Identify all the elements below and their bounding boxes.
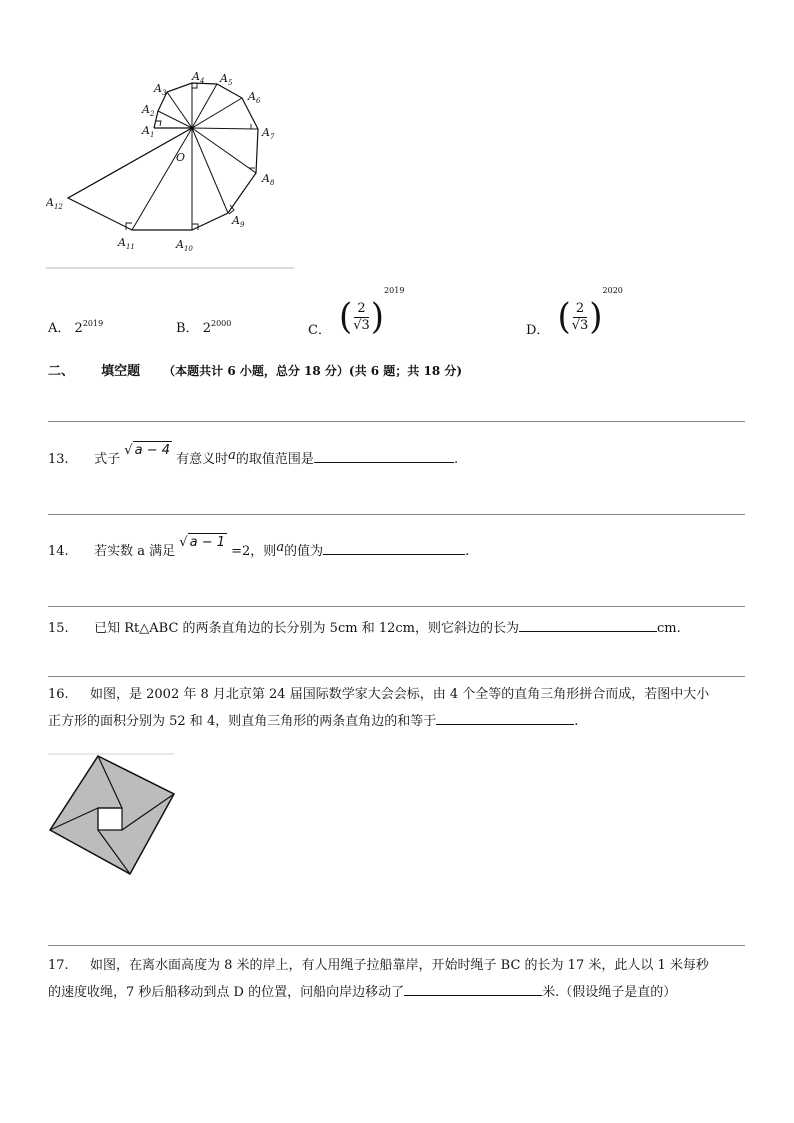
vertex-label-a12: $A_{12}$	[46, 196, 63, 211]
divider	[48, 676, 745, 677]
option-c: C． ( $\frac{2}{√3}$ ) 2019	[308, 286, 405, 338]
answer-blank-17[interactable]	[404, 982, 542, 996]
vertex-label-a2: $A_2$	[142, 103, 155, 118]
vertex-label-a10: $A_{10}$	[176, 238, 193, 253]
sqrt-expression: √ a − 4	[124, 443, 170, 458]
divider	[48, 514, 745, 515]
divider	[48, 945, 745, 946]
vertex-label-a3: $A_3$	[154, 82, 167, 97]
vertex-label-a11: $A_{11}$	[118, 236, 135, 251]
option-b: B． $2^{2000}$	[176, 319, 232, 336]
spiral-figure	[46, 58, 296, 270]
answer-blank-16[interactable]	[436, 711, 574, 725]
vertex-label-a5: $A_5$	[220, 72, 233, 87]
question-17: 17. 如图，在离水面高度为 8 米的岸上，有人用绳子拉船靠岸，开始时绳子 BC 的长为 17 米，此人以 1 米每秒 的速度收绳，7 秒后船移动到点 D 的位置，问船向岸边移动了 米.（假设绳子是直的）	[48, 958, 709, 1000]
fraction-c: ( $\frac{2}{√3}$ )	[338, 296, 385, 338]
vertex-label-a8: $A_8$	[262, 172, 275, 187]
vertex-label-a7: $A_7$	[262, 126, 275, 141]
question-13: 13. 式子 √ a − 4 有意义时a的取值范围是 .	[48, 443, 459, 467]
vertex-label-a1: $A_1$	[142, 124, 155, 139]
fraction-d: ( $\frac{2}{√3}$ )	[557, 296, 603, 338]
answer-blank-15[interactable]	[519, 618, 657, 632]
answer-blank-14[interactable]	[323, 541, 465, 555]
option-a: A． $2^{2019}$	[48, 319, 104, 336]
pinwheel-square-figure	[46, 752, 178, 878]
question-16: 16. 如图，是 2002 年 8 月北京第 24 届国际数学家大会会标，由 4 个全等的直角三角形拼合而成，若图中大小 正方形的面积分别为 52 和 4，则直角三角形的两条直角边的和等于 .	[48, 687, 710, 729]
answer-blank-13[interactable]	[314, 449, 454, 463]
vertex-label-a6: $A_6$	[248, 90, 261, 105]
center-label: O	[176, 151, 186, 164]
option-d: D． ( $\frac{2}{√3}$ ) 2020	[526, 286, 623, 338]
divider	[48, 606, 745, 607]
vertex-label-a4: $A_4$	[192, 70, 205, 85]
section-heading: 二、 填空题 （本题共计 6 小题，总分 18 分）(共 6 题；共 18 分)	[48, 364, 463, 379]
sqrt-expression: √ a − 1	[179, 535, 225, 550]
question-15: 15. 已知 Rt△ABC 的两条直角边的长分别为 5cm 和 12cm，则它斜边的长为 cm.	[48, 618, 681, 638]
divider	[48, 421, 745, 422]
vertex-label-a9: $A_9$	[232, 214, 245, 229]
question-14: 14. 若实数 a 满足 √ a − 1 =2，则a的值为 .	[48, 535, 470, 559]
